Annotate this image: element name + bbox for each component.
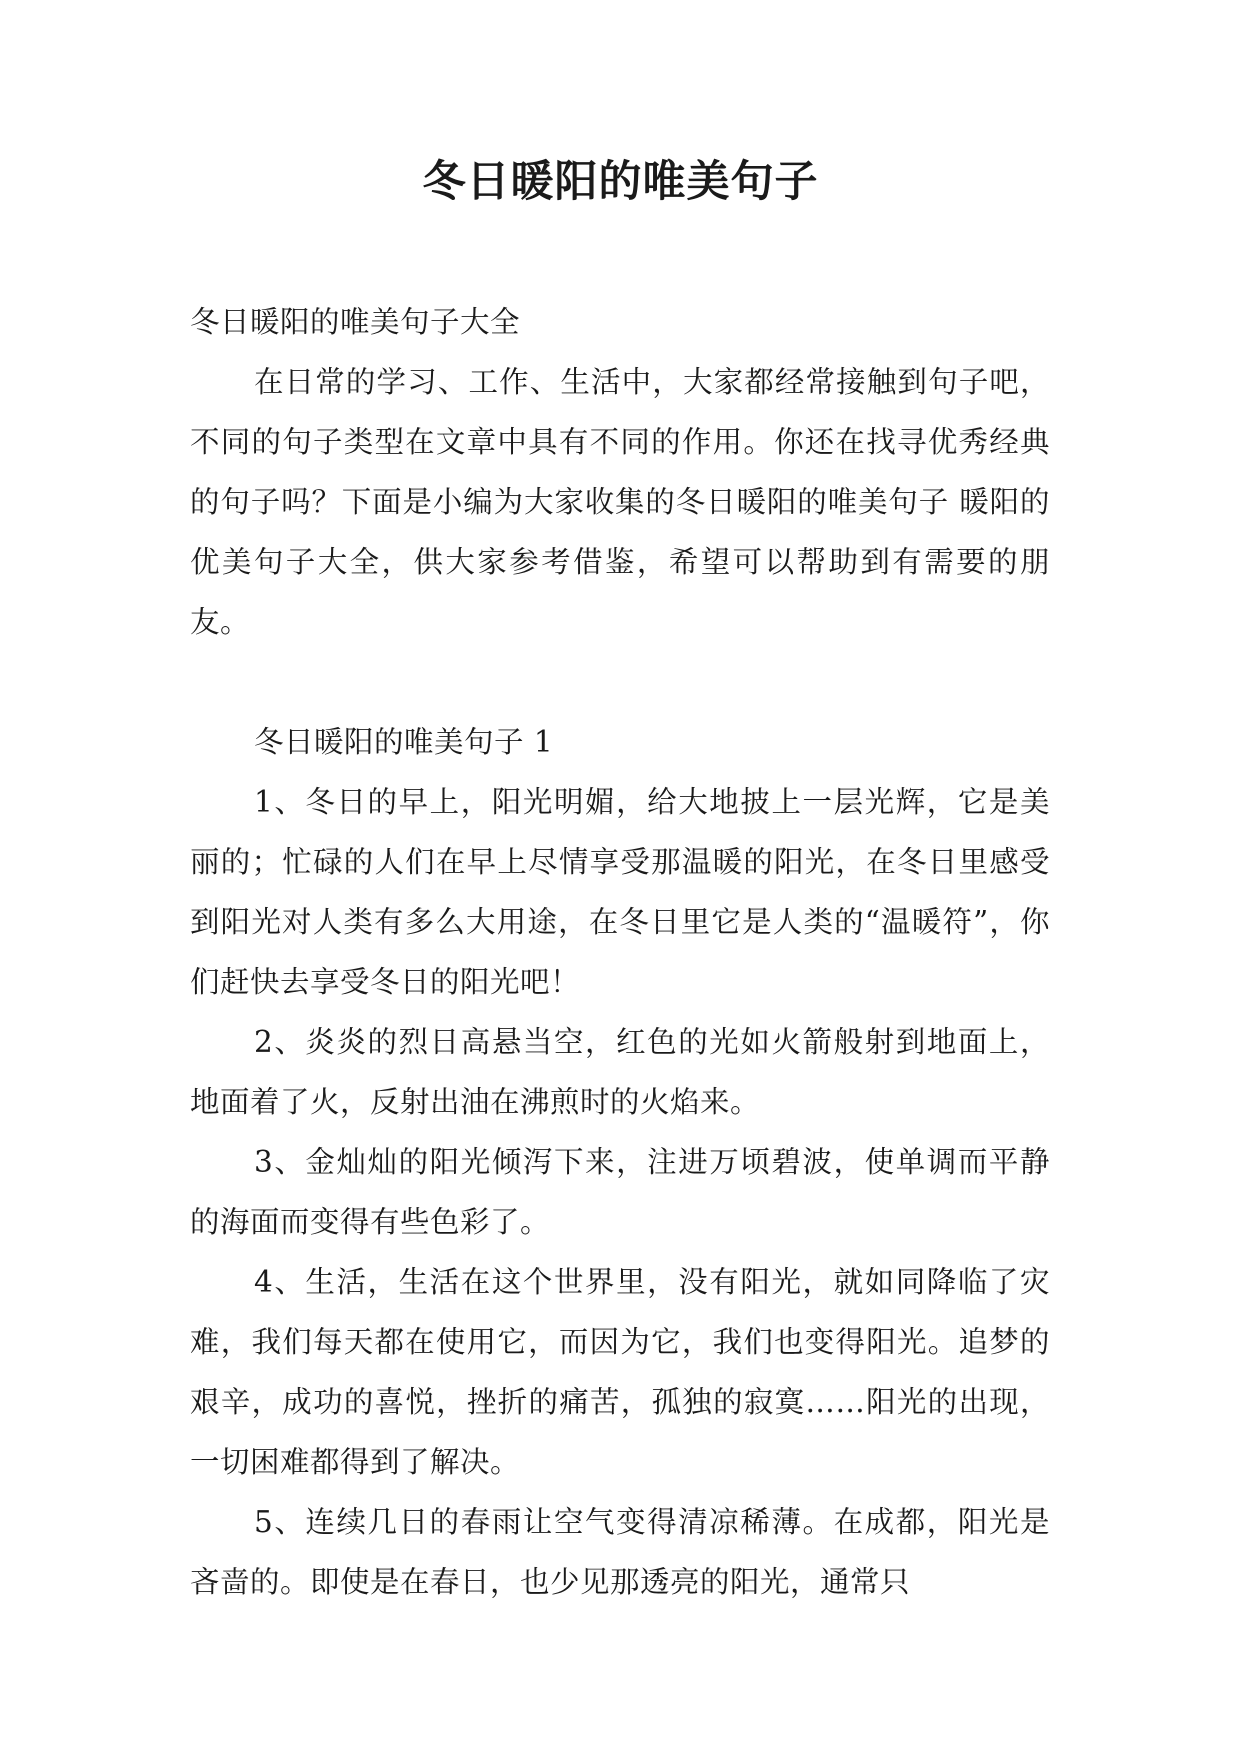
- document-subtitle: 冬日暖阳的唯美句子大全: [190, 305, 521, 339]
- document-title: 冬日暖阳的唯美句子: [422, 157, 819, 207]
- document-body: [190, 292, 1050, 1612]
- sentence-item-3: 3、金灿灿的阳光倾泻下来，注进万顷碧波，使单调而平静的海面而变得有些色彩了。: [190, 1145, 1050, 1239]
- paragraph-gap: [190, 652, 1050, 712]
- sentence-item-5: 5、连续几日的春雨让空气变得清凉稀薄。在成都，阳光是吝啬的。即使是在春日，也少见那透亮的阳光，通常只: [190, 1505, 1050, 1599]
- section-heading: 冬日暖阳的唯美句子 1: [254, 725, 554, 759]
- intro-paragraph: 在日常的学习、工作、生活中，大家都经常接触到句子吧，不同的句子类型在文章中具有不同的作用。你还在找寻优秀经典的句子吗？下面是小编为大家收集的冬日暖阳的唯美句子 暖阳的优美句子大全，供大家参考借鉴，希望可以帮助到有需要的朋友。: [190, 365, 1050, 639]
- sentence-item-1: 1、冬日的早上，阳光明媚，给大地披上一层光辉，它是美丽的；忙碌的人们在早上尽情享受那温暖的阳光，在冬日里感受到阳光对人类有多么大用途，在冬日里它是人类的“温暖符”，你们赶快去享受冬日的阳光吧！: [190, 785, 1050, 999]
- sentence-item-4: 4、生活，生活在这个世界里，没有阳光，就如同降临了灾难，我们每天都在使用它，而因为它，我们也变得阳光。追梦的艰辛，成功的喜悦，挫折的痛苦，孤独的寂寞……阳光的出现，一切困难都得到了解决。: [190, 1265, 1050, 1479]
- sentence-item-2: 2、炎炎的烈日高悬当空，红色的光如火箭般射到地面上，地面着了火，反射出油在沸煎时的火焰来。: [190, 1025, 1050, 1119]
